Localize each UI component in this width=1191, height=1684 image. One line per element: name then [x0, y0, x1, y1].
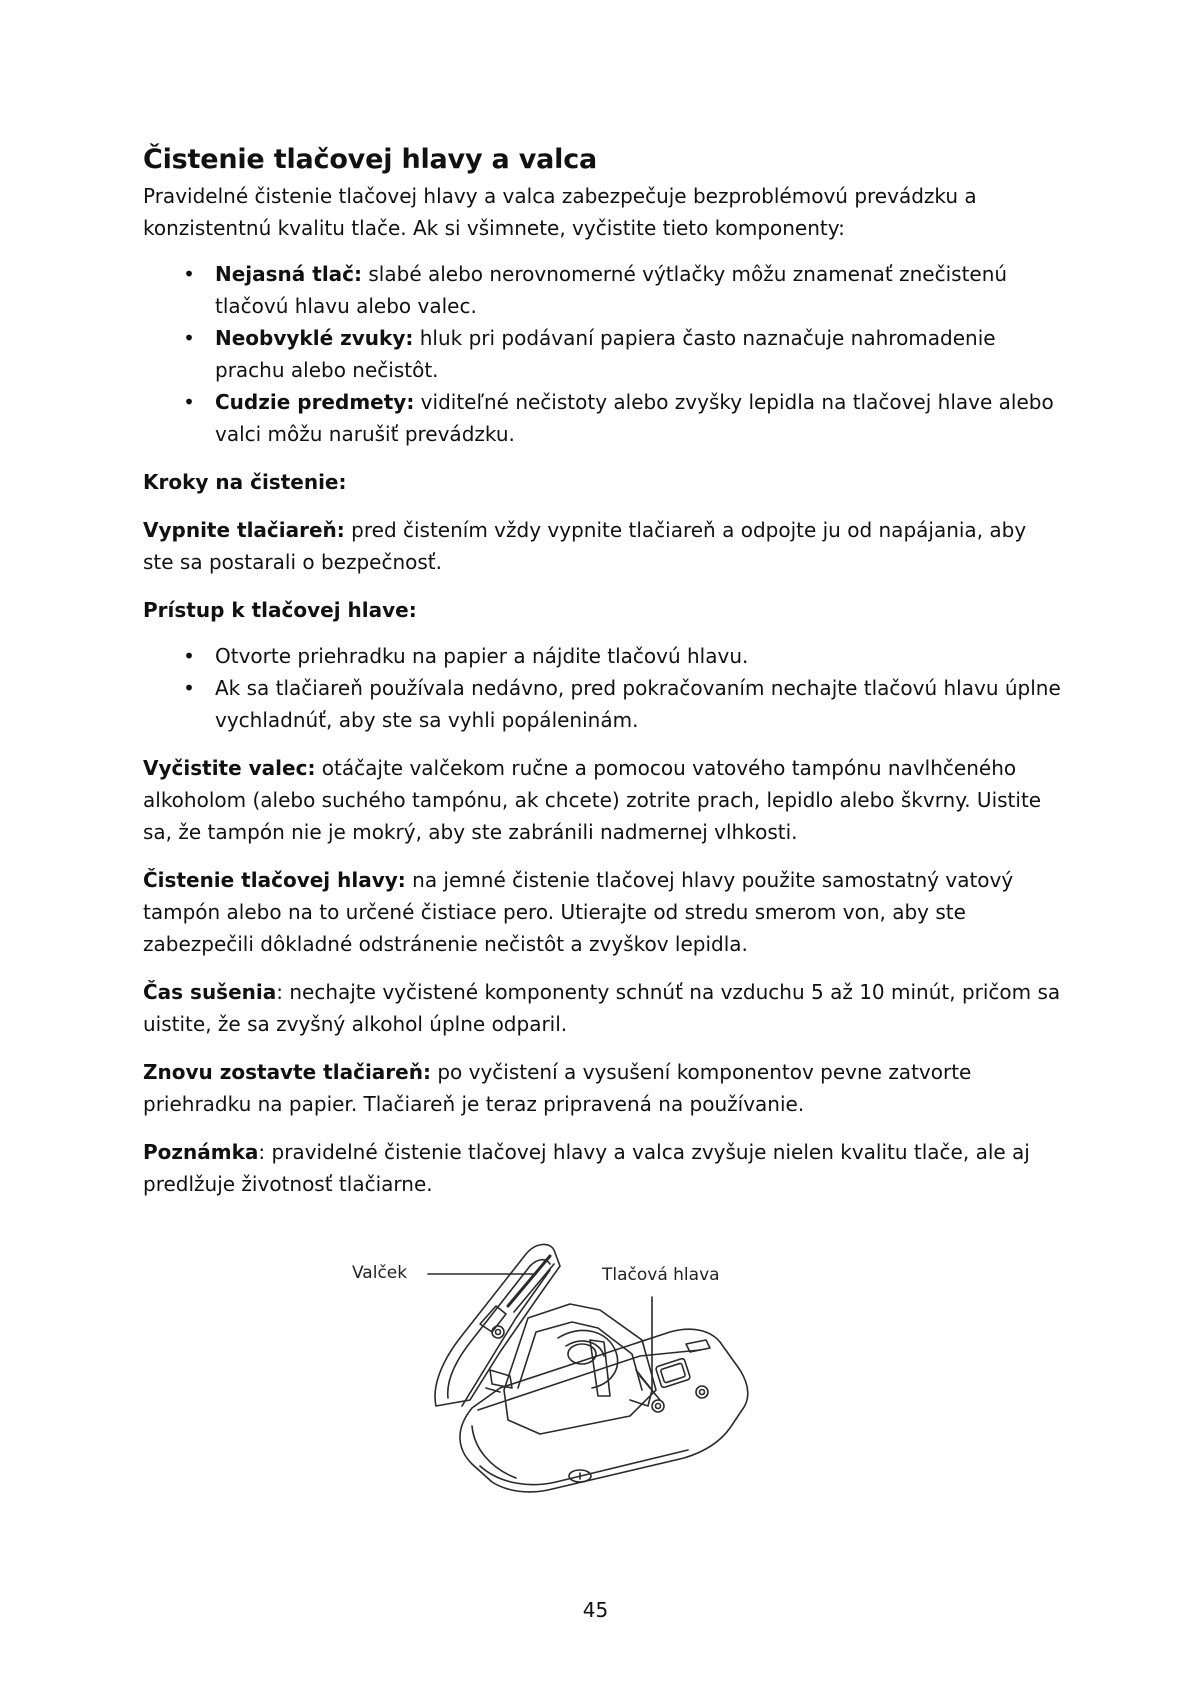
symptom-term: Neobvyklé zvuky: — [215, 326, 414, 350]
bullet-icon: • — [183, 644, 195, 668]
clean-roller-term: Vyčistite valec: — [143, 756, 316, 780]
access-heading: Prístup k tlačovej hlave: — [143, 598, 417, 622]
list-item — [143, 258, 1063, 322]
power-off-text: pred čistením vždy vypnite tlačiareň a odpojte ju od napájania, aby ste sa postarali o bezpečnosť. — [143, 518, 1027, 574]
power-off-term: Vypnite tlačiareň: — [143, 518, 345, 542]
symptom-text: slabé alebo nerovnomerné výtlačky môžu znamenať znečistenú tlačovú hlavu alebo valec. — [215, 262, 1008, 318]
symptom-term: Nejasná tlač: — [215, 262, 363, 286]
print-head-label: Tlačová hlava — [602, 1265, 720, 1285]
reassemble-term: Znovu zostavte tlačiareň: — [143, 1060, 431, 1084]
clean-roller-paragraph — [143, 752, 1063, 848]
clean-roller-text: otáčajte valčekom ručne a pomocou vatového tampónu navlhčeného alkoholom (alebo suchého tampónu, ak chcete) zotrite prach, lepidlo alebo škvrny. Uistite sa, že tampón nie je mokrý, aby ste zabránili nadmernej vlhkosti. — [143, 756, 1042, 844]
drying-text: : nechajte vyčistené komponenty schnúť na vzduchu 5 až 10 minút, pričom sa uistite, že sa zvyšný alkohol úplne odparil. — [143, 980, 1061, 1036]
list-item — [143, 672, 1063, 736]
list-item — [143, 386, 1063, 450]
symptom-term: Cudzie predmety: — [215, 390, 415, 414]
access-item-text: Ak sa tlačiareň používala nedávno, pred pokračovaním nechajte tlačovú hlavu úplne vychladnúť, aby ste sa vyhli popáleninám. — [215, 676, 1061, 732]
symptom-text: hluk pri podávaní papiera často naznačuje nahromadenie prachu alebo nečistôt. — [215, 326, 996, 382]
clean-head-text: na jemné čistenie tlačovej hlavy použite samostatný vatový tampón alebo na to určené čistiace pero. Utierajte od stredu smerom von, aby ste zabezpečili dôkladné odstránenie nečistôt a zvyškov lepidla. — [143, 868, 1014, 956]
intro-paragraph: Pravidelné čistenie tlačovej hlavy a valca zabezpečuje bezproblémovú prevádzku a konzistentnú kvalitu tlače. Ak si všimnete, vyčistite tieto komponenty: — [143, 184, 977, 240]
note-term: Poznámka — [143, 1140, 259, 1164]
page-title: Čistenie tlačovej hlavy a valca — [143, 144, 598, 175]
bullet-icon: • — [183, 262, 195, 286]
symptom-text: viditeľné nečistoty alebo zvyšky lepidla na tlačovej hlave alebo valci môžu narušiť prevádzku. — [215, 390, 1054, 446]
page-number: 45 — [582, 1598, 609, 1622]
roller-label: Valček — [352, 1263, 408, 1283]
power-off-paragraph — [143, 514, 1063, 578]
bullet-icon: • — [183, 676, 195, 700]
reassemble-paragraph — [143, 1056, 1063, 1120]
bullet-icon: • — [183, 326, 195, 350]
clean-head-paragraph — [143, 864, 1063, 960]
note-paragraph — [143, 1136, 1063, 1200]
clean-head-term: Čistenie tlačovej hlavy: — [143, 868, 406, 892]
access-item-text: Otvorte priehradku na papier a nájdite tlačovú hlavu. — [215, 644, 749, 668]
symptom-list — [143, 258, 1063, 450]
drying-paragraph — [143, 976, 1063, 1040]
drying-term: Čas sušenia — [143, 980, 277, 1004]
list-item — [143, 640, 1063, 672]
steps-heading: Kroky na čistenie: — [143, 470, 347, 494]
access-list — [143, 640, 1063, 736]
printer-figure — [340, 1220, 760, 1510]
reassemble-text: po vyčistení a vysušení komponentov pevne zatvorte priehradku na papier. Tlačiareň je teraz pripravená na používanie. — [143, 1060, 972, 1116]
list-item — [143, 322, 1063, 386]
document-content — [143, 140, 1063, 1200]
note-text: : pravidelné čistenie tlačovej hlavy a valca zvyšuje nielen kvalitu tlače, ale aj predlžuje životnosť tlačiarne. — [143, 1140, 1030, 1196]
bullet-icon: • — [183, 390, 195, 414]
